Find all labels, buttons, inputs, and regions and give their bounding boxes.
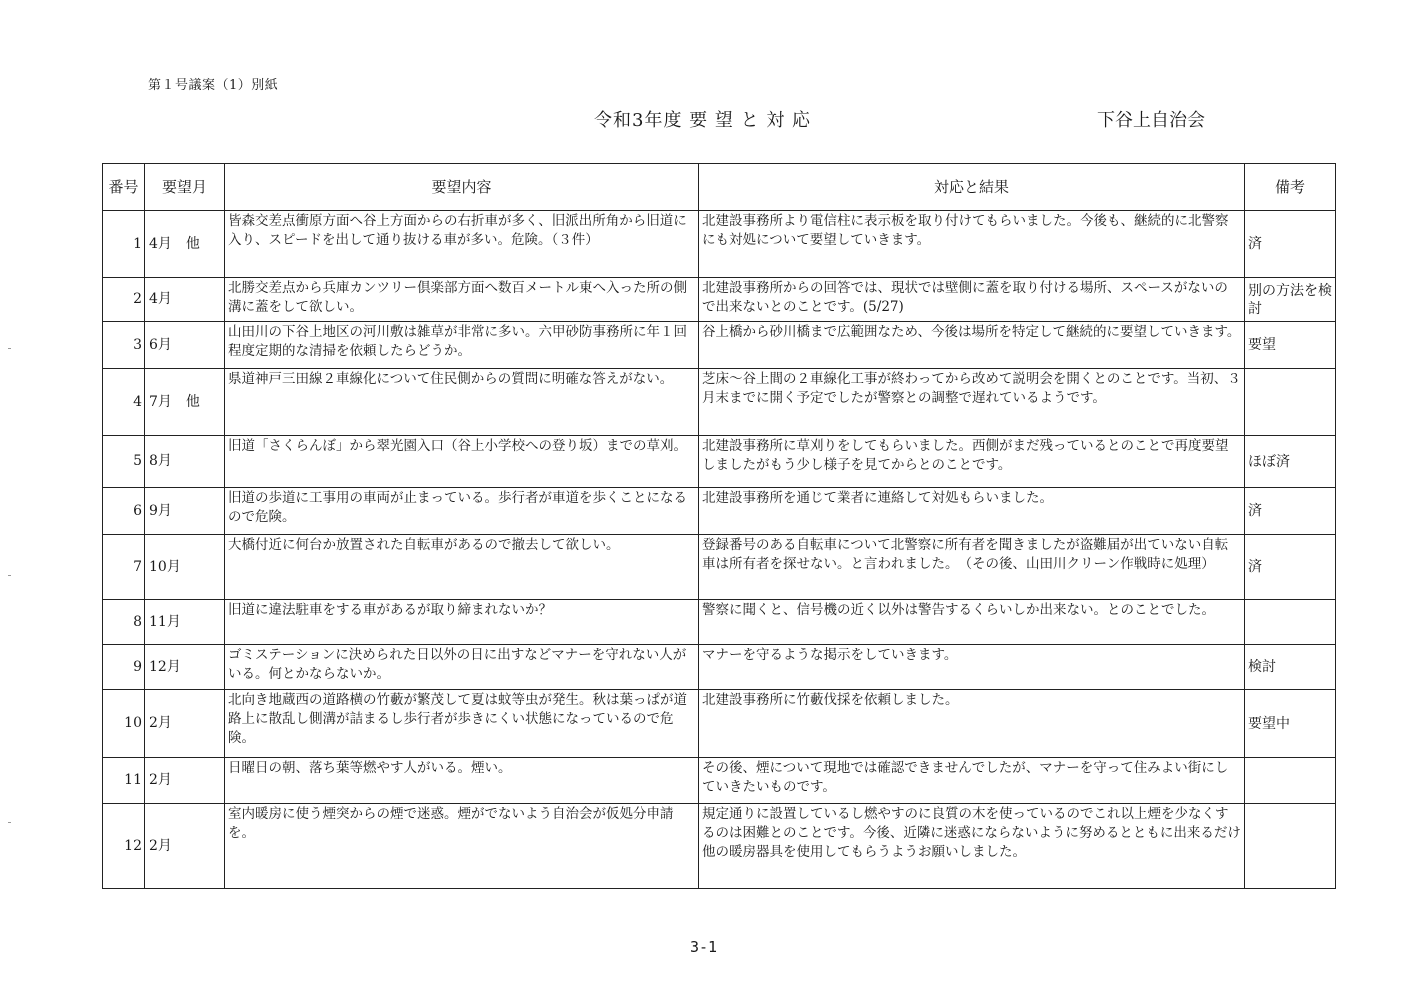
column-header-number: 番号 [103,164,145,211]
row-month: 7月 他 [145,369,225,436]
row-request: 県道神戸三田線２車線化について住民側からの質問に明確な答えがない。 [225,369,699,436]
row-response: 芝床～谷上間の２車線化工事が終わってから改めて説明会を開くとのことです。当初、３月末までに開く予定でしたが警察との調整で遅れているようです。 [699,369,1245,436]
table-row [103,211,1336,278]
row-month: 2月 [145,758,225,804]
row-month: 8月 [145,436,225,488]
table-row [103,690,1336,758]
column-header-response: 対応と結果 [699,164,1245,211]
row-number: 1 [103,211,145,278]
document-title: 令和3年度 要 望 と 対 応 [594,110,812,131]
table-header-row [103,164,1336,211]
row-response: 北建設事務所より電信柱に表示板を取り付けてもらいました。今後も、継続的に北警察にも対処について要望していきます。 [699,211,1245,278]
table-row [103,535,1336,600]
row-month: 6月 [145,322,225,369]
row-number: 5 [103,436,145,488]
row-note: 済 [1245,488,1336,535]
row-number: 8 [103,600,145,645]
row-note [1245,758,1336,804]
request-table [102,163,1336,889]
scan-speck [8,575,11,576]
row-request: ゴミステーションに決められた日以外の日に出すなどマナーを守れない人がいる。何とかならないか。 [225,645,699,690]
table-row [103,645,1336,690]
row-number: 2 [103,278,145,322]
table-row [103,322,1336,369]
row-note [1245,600,1336,645]
row-note: ほぼ済 [1245,436,1336,488]
row-request: 室内暖房に使う煙突からの煙で迷惑。煙がでないよう自治会が仮処分申請を。 [225,804,699,889]
row-month: 4月 他 [145,211,225,278]
scan-speck [8,348,11,349]
row-note: 済 [1245,535,1336,600]
scan-speck [8,822,11,823]
row-note: 検討 [1245,645,1336,690]
row-response: マナーを守るような掲示をしていきます。 [699,645,1245,690]
row-number: 6 [103,488,145,535]
table-row [103,804,1336,889]
table-row [103,600,1336,645]
row-month: 11月 [145,600,225,645]
row-request: 日曜日の朝、落ち葉等燃やす人がいる。煙い。 [225,758,699,804]
row-request: 旧道に違法駐車をする車があるが取り締まれないか？ [225,600,699,645]
row-number: 7 [103,535,145,600]
row-request: 北向き地蔵西の道路横の竹藪が繁茂して夏は蚊等虫が発生。秋は葉っぱが道路上に散乱し側溝が詰まるし歩行者が歩きにくい状態になっているので危険。 [225,690,699,758]
row-request: 旧道の歩道に工事用の車両が止まっている。歩行者が車道を歩くことになるので危険。 [225,488,699,535]
row-response: 北建設事務所を通じて業者に連絡して対処もらいました。 [699,488,1245,535]
row-request: 大橋付近に何台か放置された自転車があるので撤去して欲しい。 [225,535,699,600]
row-number: 12 [103,804,145,889]
row-note [1245,369,1336,436]
row-number: 9 [103,645,145,690]
row-response: 北建設事務所に草刈りをしてもらいました。西側がまだ残っているとのことで再度要望しましたがもう少し様子を見てからとのことです。 [699,436,1245,488]
row-number: 10 [103,690,145,758]
row-response: 規定通りに設置しているし燃やすのに良質の木を使っているのでこれ以上煙を少なくするのは困難とのことです。今後、近隣に迷惑にならないように努めるとともに出来るだけ他の暖房器具を使用してもらうようお願いしました。 [699,804,1245,889]
row-request: 北勝交差点から兵庫カンツリー倶楽部方面へ数百メートル東へ入った所の側溝に蓋をして欲しい。 [225,278,699,322]
table-row [103,488,1336,535]
row-month: 4月 [145,278,225,322]
row-month: 2月 [145,804,225,889]
row-response: 北建設事務所に竹藪伐採を依頼しました。 [699,690,1245,758]
row-request: 山田川の下谷上地区の河川敷は雑草が非常に多い。六甲砂防事務所に年１回程度定期的な清掃を依頼したらどうか。 [225,322,699,369]
row-month: 2月 [145,690,225,758]
organization-name: 下谷上自治会 [1097,110,1205,131]
row-note: 済 [1245,211,1336,278]
table-row [103,278,1336,322]
row-response: 登録番号のある自転車について北警察に所有者を聞きましたが盗難届が出ていない自転車は所有者を探せない。と言われました。 （その後、山田川クリーン作戦時に処理） [699,535,1245,600]
column-header-note: 備考 [1245,164,1336,211]
row-number: 11 [103,758,145,804]
row-month: 9月 [145,488,225,535]
row-note: 別の方法を検討 [1245,278,1336,322]
row-month: 12月 [145,645,225,690]
column-header-request: 要望内容 [225,164,699,211]
row-response: その後、煙について現地では確認できませんでしたが、マナーを守って住みよい街にしていきたいものです。 [699,758,1245,804]
document-label: 第１号議案（1）別紙 [148,78,279,93]
row-note [1245,804,1336,889]
row-number: 3 [103,322,145,369]
row-note: 要望 [1245,322,1336,369]
table-row [103,369,1336,436]
table-row [103,758,1336,804]
row-response: 警察に聞くと、信号機の近く以外は警告するくらいしか出来ない。とのことでした。 [699,600,1245,645]
table-row [103,436,1336,488]
row-note: 要望中 [1245,690,1336,758]
row-request: 旧道「さくらんぼ」から翠光園入口（谷上小学校への登り坂）までの草刈。 [225,436,699,488]
column-header-month: 要望月 [145,164,225,211]
row-month: 10月 [145,535,225,600]
row-request: 皆森交差点衝原方面へ谷上方面からの右折車が多く、旧派出所角から旧道に入り、スピードを出して通り抜ける車が多い。危険。（３件） [225,211,699,278]
row-number: 4 [103,369,145,436]
row-response: 北建設事務所からの回答では、現状では壁側に蓋を取り付ける場所、スペースがないので出来ないとのことです。(5/27) [699,278,1245,322]
row-response: 谷上橋から砂川橋まで広範囲なため、今後は場所を特定して継続的に要望していきます。 [699,322,1245,369]
page-number: 3-1 [690,938,718,956]
